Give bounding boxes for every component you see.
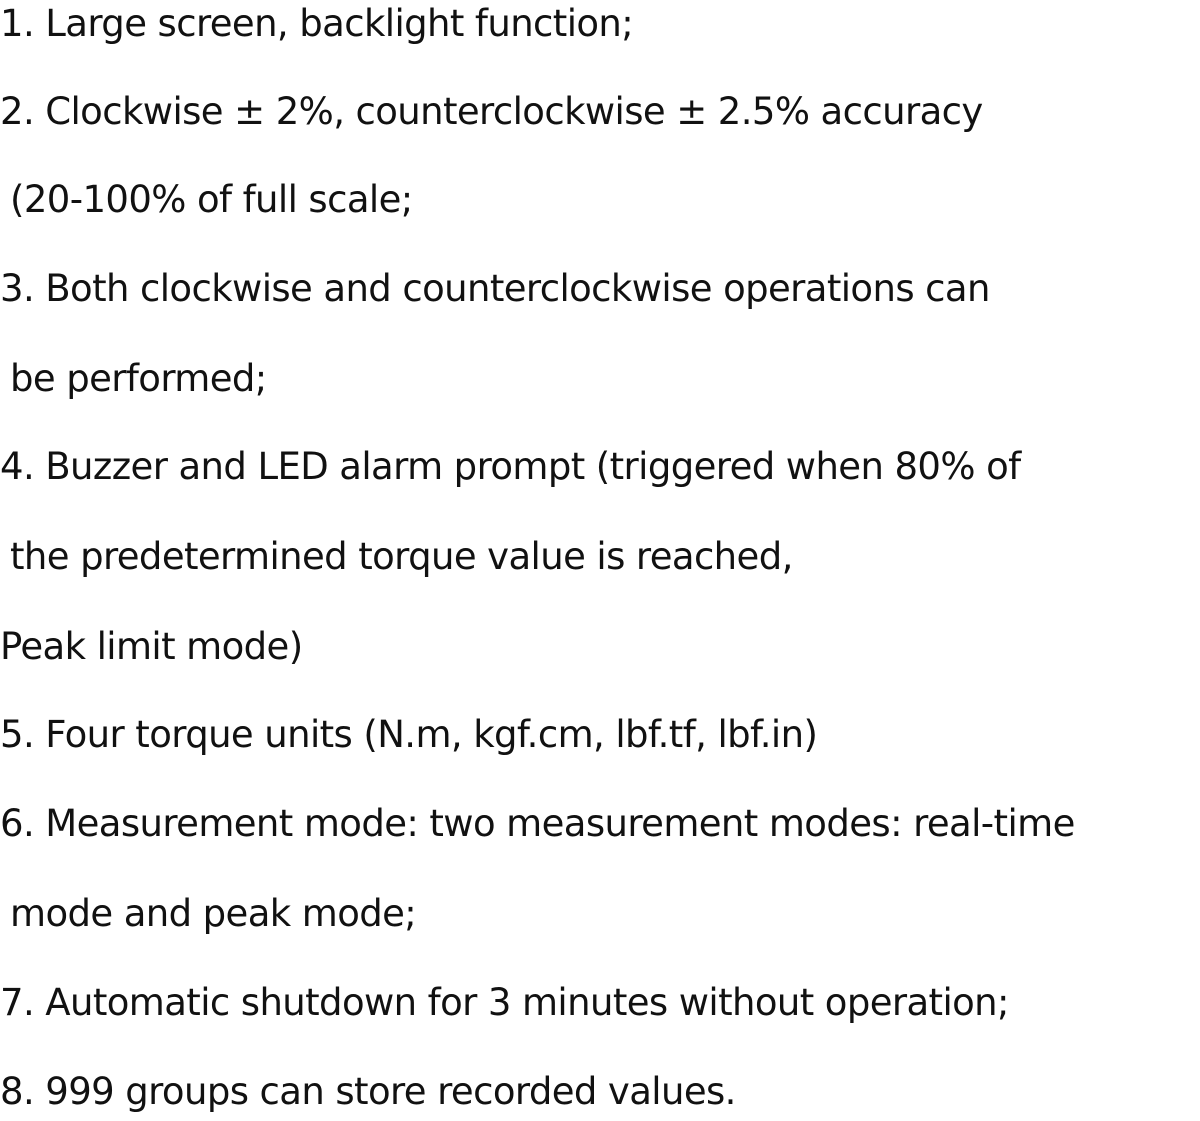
- feature-line-3: 3. Both clockwise and counterclockwise operations can: [0, 267, 990, 310]
- feature-line-6-cont: mode and peak mode;: [10, 892, 417, 935]
- feature-line-7: 7. Automatic shutdown for 3 minutes without operation;: [0, 981, 1009, 1024]
- feature-line-6: 6. Measurement mode: two measurement modes: real-time: [0, 802, 1075, 845]
- feature-line-2-cont: (20-100% of full scale;: [10, 178, 413, 221]
- feature-line-2: 2. Clockwise ± 2%, counterclockwise ± 2.5% accuracy: [0, 90, 983, 133]
- feature-line-3-cont: be performed;: [10, 357, 267, 400]
- feature-line-4-cont-2: Peak limit mode): [0, 625, 303, 668]
- feature-line-5: 5. Four torque units (N.m, kgf.cm, lbf.tf, lbf.in): [0, 713, 818, 756]
- feature-line-1: 1. Large screen, backlight function;: [0, 2, 634, 45]
- feature-line-8: 8. 999 groups can store recorded values.: [0, 1070, 736, 1113]
- feature-line-4: 4. Buzzer and LED alarm prompt (triggered when 80% of: [0, 445, 1021, 488]
- feature-line-4-cont: the predetermined torque value is reached,: [10, 535, 793, 578]
